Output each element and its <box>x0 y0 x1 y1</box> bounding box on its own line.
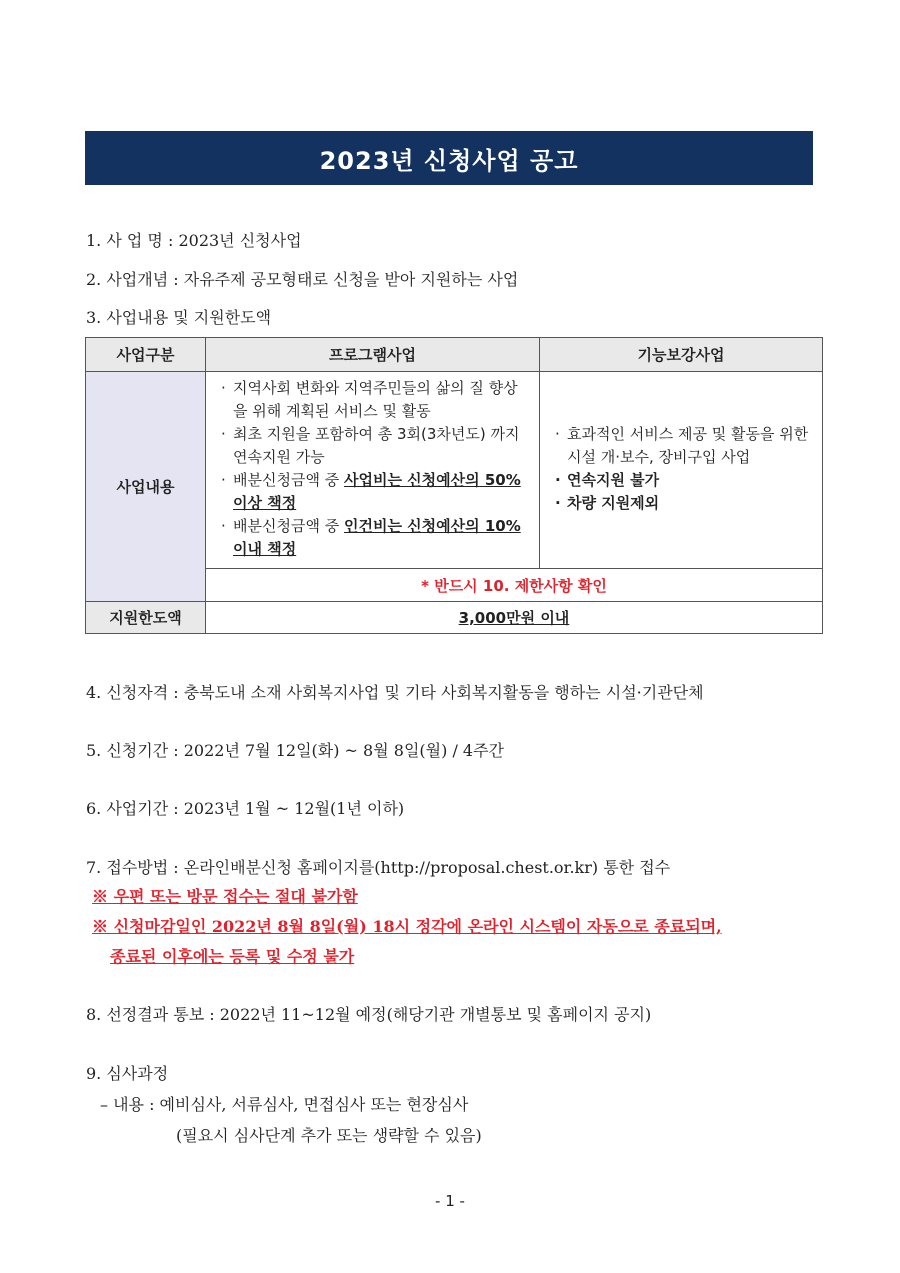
page-title: 2023년 신청사업 공고 <box>85 131 813 185</box>
list-item: · 연속지원 불가 <box>553 469 809 492</box>
item-4-eligibility: 4. 신청자격 : 충북도내 소재 사회복지사업 및 기타 사회복지활동을 행하는 시설·기관단체 <box>86 683 704 702</box>
list-item <box>219 469 526 515</box>
list-item-text: 배분신청금액 중 <box>233 517 344 535</box>
item-3-content-heading: 3. 사업내용 및 지원한도액 <box>86 308 272 327</box>
note-deadline-cont: 종료된 이후에는 등록 및 수정 불가 <box>110 947 355 966</box>
item-9-review-process: 9. 심사과정 <box>86 1064 169 1083</box>
item-1-project-name: 1. 사 업 명 : 2023년 신청사업 <box>86 231 302 250</box>
list-item-text: 배분신청금액 중 <box>233 471 344 489</box>
item-8-result-notice: 8. 선정결과 통보 : 2022년 11~12월 예정(해당기관 개별통보 및 홈페이지 공지) <box>86 1005 652 1024</box>
row-label-content: 사업내용 <box>86 372 206 602</box>
program-cell <box>206 372 540 569</box>
project-table <box>85 337 823 634</box>
page-number: - 1 - <box>435 1192 465 1210</box>
item-7-submission-method: 7. 접수방법 : 온라인배분신청 홈페이지를(http://proposal.chest.or.kr) 통한 접수 <box>86 858 671 877</box>
note-no-mail: ※ 우편 또는 방문 접수는 절대 불가함 <box>92 887 358 906</box>
table-limit-row <box>86 602 823 634</box>
header-program: 프로그램사업 <box>206 338 540 372</box>
list-item: · 지역사회 변화와 지역주민들의 삶의 질 향상을 위해 계획된 서비스 및 활동 <box>219 377 526 423</box>
list-item <box>219 515 526 561</box>
restriction-warning: * 반드시 10. 제한사항 확인 <box>206 569 823 602</box>
item-6-project-period: 6. 사업기간 : 2023년 1월 ~ 12월(1년 이하) <box>86 799 405 818</box>
list-item: · 효과적인 서비스 제공 및 활동을 위한 시설 개·보수, 장비구입 사업 <box>553 423 809 469</box>
review-content: – 내용 : 예비심사, 서류심사, 면접심사 또는 현장심사 <box>100 1095 469 1114</box>
header-function: 기능보강사업 <box>540 338 823 372</box>
item-2-concept: 2. 사업개념 : 자유주제 공모형태로 신청을 받아 지원하는 사업 <box>86 270 519 289</box>
list-item: · 최초 지원을 포함하여 총 3회(3차년도) 까지 연속지원 가능 <box>219 423 526 469</box>
underlined-text: 사업비는 신청예산의 50% 이상 책정 <box>233 471 521 512</box>
table-header-row <box>86 338 823 372</box>
list-item: · 차량 지원제외 <box>553 492 809 515</box>
item-5-application-period: 5. 신청기간 : 2022년 7월 12일(화) ~ 8월 8일(월) / 4주간 <box>86 741 505 760</box>
note-deadline: ※ 신청마감일인 2022년 8월 8일(월) 18시 정각에 온라인 시스템이 자동으로 종료되며, <box>92 917 722 936</box>
underlined-text: 인건비는 신청예산의 10% 이내 책정 <box>233 517 521 558</box>
header-category: 사업구분 <box>86 338 206 372</box>
limit-value: 3,000만원 이내 <box>206 602 823 634</box>
table-content-row <box>86 372 823 569</box>
review-note: (필요시 심사단계 추가 또는 생략할 수 있음) <box>176 1126 482 1145</box>
function-cell <box>540 372 823 569</box>
row-label-limit: 지원한도액 <box>86 602 206 634</box>
